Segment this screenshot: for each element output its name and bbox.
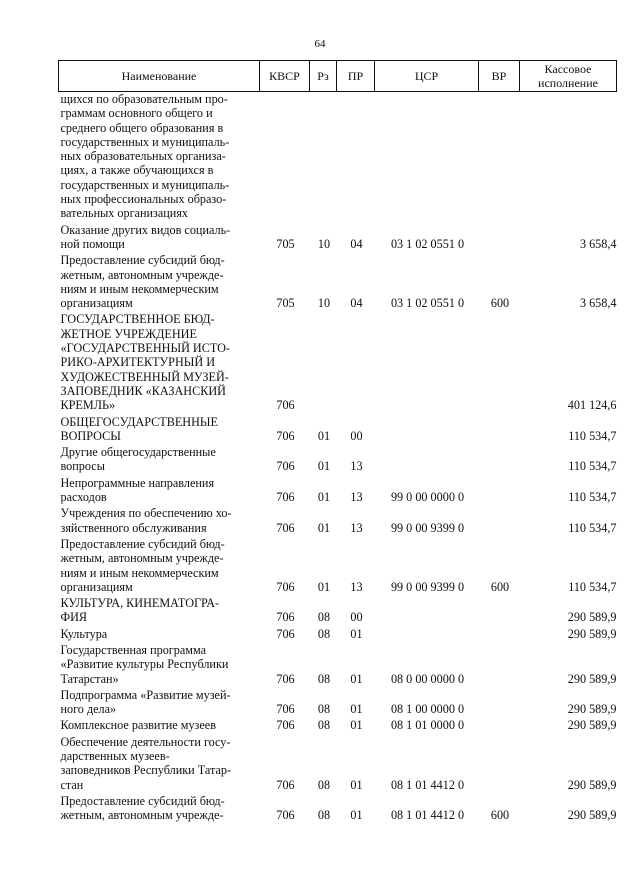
header-sum: Кассовое исполнение	[520, 61, 617, 92]
cell-name	[59, 792, 260, 823]
cell-pr	[337, 625, 375, 641]
table-row	[59, 221, 617, 252]
cell-rz	[310, 594, 337, 625]
cell-kvsr-text: 706	[276, 398, 295, 413]
cell-name-text: Другие общегосударственные вопросы	[60, 445, 216, 474]
cell-name-text: ОБЩЕГОСУДАРСТВЕННЫЕ ВОПРОСЫ	[60, 414, 218, 443]
cell-name	[59, 92, 260, 221]
cell-csr	[375, 625, 479, 641]
cell-rz-text: 01	[317, 459, 331, 474]
cell-vr	[479, 733, 520, 792]
cell-name	[59, 443, 260, 474]
cell-vr	[479, 251, 520, 310]
cell-csr-text: 03 1 02 0551 0	[390, 296, 465, 311]
cell-sum-text: 110 534,7	[568, 579, 617, 594]
cell-sum	[520, 221, 617, 252]
cell-sum-text: 3 658,4	[579, 236, 617, 251]
table-row	[59, 251, 617, 310]
cell-sum	[520, 792, 617, 823]
cell-pr	[337, 443, 375, 474]
cell-sum	[520, 92, 617, 221]
cell-sum	[520, 716, 617, 732]
cell-kvsr	[260, 504, 310, 535]
cell-vr	[479, 443, 520, 474]
cell-pr-text: 00	[350, 428, 363, 443]
table-row	[59, 310, 617, 412]
cell-rz	[310, 504, 337, 535]
cell-pr-text: 01	[350, 702, 363, 717]
cell-kvsr	[260, 716, 310, 732]
cell-csr-text: 08 1 01 4412 0	[390, 777, 465, 792]
cell-name-text: Комплексное развитие музеев	[60, 718, 216, 733]
cell-name-text: Подпрограмма «Развитие музей- ного дела»	[60, 687, 231, 717]
cell-sum-text: 290 589,9	[567, 671, 617, 686]
cell-vr	[479, 686, 520, 717]
cell-name-text: Непрограммные направления расходов	[60, 475, 215, 505]
table-row	[59, 413, 617, 444]
cell-sum	[520, 251, 617, 310]
cell-vr	[479, 625, 520, 641]
cell-csr	[375, 535, 479, 594]
cell-pr-text: 13	[350, 459, 363, 474]
table-row	[59, 792, 617, 823]
cell-kvsr-text: 706	[276, 718, 295, 733]
cell-vr-text: 600	[490, 296, 510, 311]
cell-sum	[520, 310, 617, 412]
cell-name-text: Государственная программа «Развитие культуры Республики Татарстан»	[60, 642, 229, 686]
cell-kvsr-text: 705	[276, 236, 295, 251]
cell-pr	[337, 251, 375, 310]
cell-kvsr	[260, 474, 310, 505]
cell-pr	[337, 686, 375, 717]
cell-name	[59, 535, 260, 594]
cell-name	[59, 413, 260, 444]
cell-name	[59, 594, 260, 625]
cell-kvsr	[260, 733, 310, 792]
cell-kvsr	[260, 251, 310, 310]
cell-rz-text: 08	[317, 626, 331, 641]
cell-vr-text: 600	[490, 579, 510, 594]
table-row	[59, 625, 617, 641]
cell-name	[59, 474, 260, 505]
cell-pr-text: 01	[350, 671, 363, 686]
cell-sum-text: 110 534,7	[568, 490, 617, 505]
cell-rz-text: 10	[317, 296, 331, 311]
cell-name	[59, 310, 260, 412]
cell-csr	[375, 641, 479, 686]
table-row	[59, 733, 617, 792]
table-row	[59, 474, 617, 505]
cell-kvsr-text: 706	[276, 777, 295, 792]
cell-sum-text: 290 589,9	[567, 718, 617, 733]
cell-rz-text: 01	[317, 520, 331, 535]
cell-kvsr	[260, 92, 310, 221]
cell-pr-text: 04	[350, 296, 363, 311]
table-row	[59, 443, 617, 474]
table-row	[59, 92, 617, 221]
table-row	[59, 504, 617, 535]
cell-sum	[520, 733, 617, 792]
cell-pr	[337, 310, 375, 412]
table-row	[59, 594, 617, 625]
cell-pr	[337, 792, 375, 823]
cell-sum-text: 110 534,7	[568, 459, 617, 474]
cell-sum-text: 290 589,9	[567, 777, 617, 792]
cell-kvsr	[260, 413, 310, 444]
budget-execution-table	[58, 60, 617, 823]
cell-sum	[520, 686, 617, 717]
cell-name	[59, 221, 260, 252]
cell-pr-text: 04	[350, 236, 363, 251]
cell-csr-text: 03 1 02 0551 0	[390, 236, 465, 251]
cell-sum-text: 110 534,7	[568, 428, 617, 443]
cell-kvsr	[260, 641, 310, 686]
cell-rz-text: 08	[317, 702, 331, 717]
cell-rz-text: 01	[317, 428, 331, 443]
table-row	[59, 716, 617, 732]
cell-rz-text: 08	[317, 808, 331, 823]
cell-csr	[375, 251, 479, 310]
cell-sum	[520, 443, 617, 474]
cell-csr-text: 99 0 00 0000 0	[390, 490, 465, 505]
table-row	[59, 641, 617, 686]
cell-name-text: Учреждения по обеспечению хо- зяйственного обслуживания	[60, 506, 232, 535]
cell-name-text: Предоставление субсидий бюд- жетным, автономным учрежде-	[60, 793, 225, 823]
cell-name	[59, 251, 260, 310]
cell-sum	[520, 594, 617, 625]
cell-csr	[375, 474, 479, 505]
cell-pr	[337, 716, 375, 732]
cell-pr-text: 01	[350, 718, 363, 733]
cell-pr	[337, 504, 375, 535]
cell-rz	[310, 443, 337, 474]
cell-vr	[479, 413, 520, 444]
cell-csr	[375, 310, 479, 412]
cell-pr-text: 13	[350, 579, 363, 594]
cell-rz	[310, 686, 337, 717]
cell-name-text: щихся по образовательным про- граммам основного общего и среднего общего образования в государственных и муниципаль- ных образовательных организа- циях, а также обучающихся в государственных и муниципаль- ных профессиональных образо- вательных организациях	[60, 92, 230, 221]
header-pr: ПР	[337, 61, 375, 92]
cell-csr-text: 99 0 00 9399 0	[390, 520, 465, 535]
cell-rz	[310, 413, 337, 444]
cell-rz	[310, 310, 337, 412]
cell-kvsr	[260, 310, 310, 412]
cell-name	[59, 641, 260, 686]
cell-csr-text: 08 1 01 4412 0	[390, 808, 465, 823]
cell-pr-text: 01	[350, 626, 363, 641]
cell-pr	[337, 92, 375, 221]
table-body	[59, 92, 617, 823]
cell-sum-text: 110 534,7	[568, 520, 617, 535]
cell-kvsr	[260, 792, 310, 823]
header-vr: ВР	[479, 61, 520, 92]
cell-name-text: КУЛЬТУРА, КИНЕМАТОГРА- ФИЯ	[60, 596, 220, 625]
cell-pr-text: 00	[350, 610, 363, 625]
cell-vr-text: 600	[490, 808, 510, 823]
cell-csr	[375, 792, 479, 823]
cell-kvsr	[260, 535, 310, 594]
cell-sum-text: 290 589,9	[567, 626, 617, 641]
cell-sum-text: 3 658,4	[579, 296, 617, 311]
cell-rz	[310, 251, 337, 310]
cell-name	[59, 625, 260, 641]
cell-pr-text: 01	[350, 777, 363, 792]
cell-kvsr-text: 706	[276, 610, 295, 625]
cell-vr	[479, 310, 520, 412]
page-number: 64	[314, 38, 326, 50]
cell-rz	[310, 474, 337, 505]
cell-name	[59, 504, 260, 535]
cell-name	[59, 733, 260, 792]
cell-kvsr-text: 705	[276, 296, 295, 311]
cell-rz	[310, 535, 337, 594]
cell-sum	[520, 504, 617, 535]
cell-pr	[337, 221, 375, 252]
cell-csr	[375, 594, 479, 625]
cell-csr	[375, 413, 479, 444]
header-name: Наименование	[59, 61, 260, 92]
cell-rz-text: 08	[317, 777, 331, 792]
cell-pr-text: 13	[350, 490, 363, 505]
cell-name-text: Культура	[60, 626, 108, 641]
cell-sum-text: 290 589,9	[567, 702, 617, 717]
cell-sum-text: 290 589,9	[567, 808, 617, 823]
cell-kvsr-text: 706	[276, 808, 295, 823]
cell-sum	[520, 474, 617, 505]
cell-rz	[310, 716, 337, 732]
cell-pr	[337, 413, 375, 444]
cell-kvsr-text: 706	[276, 459, 295, 474]
cell-rz-text: 01	[317, 579, 331, 594]
header-csr: ЦСР	[375, 61, 479, 92]
cell-csr	[375, 733, 479, 792]
cell-rz	[310, 792, 337, 823]
cell-rz	[310, 641, 337, 686]
cell-kvsr	[260, 443, 310, 474]
header-rz: Рз	[310, 61, 337, 92]
cell-sum	[520, 641, 617, 686]
cell-pr	[337, 641, 375, 686]
table-row	[59, 535, 617, 594]
cell-sum	[520, 625, 617, 641]
cell-name	[59, 716, 260, 732]
cell-rz	[310, 625, 337, 641]
cell-rz	[310, 733, 337, 792]
cell-rz-text: 08	[317, 671, 331, 686]
cell-csr-text: 08 1 01 0000 0	[390, 718, 465, 733]
cell-csr-text: 99 0 00 9399 0	[390, 579, 465, 594]
table-header-row	[59, 61, 617, 92]
cell-kvsr-text: 706	[276, 626, 295, 641]
cell-rz	[310, 221, 337, 252]
header-kvsr: КВСР	[260, 61, 310, 92]
cell-csr	[375, 504, 479, 535]
cell-csr	[375, 686, 479, 717]
cell-kvsr	[260, 221, 310, 252]
cell-vr	[479, 504, 520, 535]
cell-pr	[337, 733, 375, 792]
cell-vr	[479, 474, 520, 505]
cell-rz-text: 01	[317, 490, 331, 505]
cell-sum	[520, 535, 617, 594]
cell-pr	[337, 594, 375, 625]
cell-vr	[479, 221, 520, 252]
cell-pr-text: 13	[350, 520, 363, 535]
cell-kvsr	[260, 625, 310, 641]
cell-rz-text: 08	[317, 610, 331, 625]
cell-kvsr-text: 706	[276, 702, 295, 717]
cell-kvsr-text: 706	[276, 671, 295, 686]
cell-kvsr-text: 706	[276, 579, 295, 594]
cell-pr	[337, 535, 375, 594]
cell-rz-text: 10	[317, 236, 331, 251]
cell-kvsr	[260, 686, 310, 717]
cell-name-text: Предоставление субсидий бюд- жетным, автономным учрежде- ниям и иным некоммерческим организациям	[60, 253, 225, 311]
cell-sum-text: 290 589,9	[567, 610, 617, 625]
cell-vr	[479, 594, 520, 625]
cell-kvsr-text: 706	[276, 490, 295, 505]
cell-name-text: ГОСУДАРСТВЕННОЕ БЮД- ЖЕТНОЕ УЧРЕЖДЕНИЕ «ГОСУДАРСТВЕННЫЙ ИСТО- РИКО-АРХИТЕКТУРНЫЙ И ХУДОЖЕСТВЕННЫЙ МУЗЕЙ- ЗАПОВЕДНИК «КАЗАНСКИЙ КРЕМЛЬ»	[60, 312, 230, 413]
cell-csr-text: 08 0 00 0000 0	[390, 671, 465, 686]
cell-csr	[375, 443, 479, 474]
table-row	[59, 686, 617, 717]
cell-csr	[375, 716, 479, 732]
cell-name-text: Предоставление субсидий бюд- жетным, автономным учрежде- ниям и иным некоммерческим организациям	[60, 536, 225, 594]
cell-vr	[479, 92, 520, 221]
cell-sum	[520, 413, 617, 444]
cell-sum-text: 401 124,6	[567, 398, 617, 413]
cell-rz	[310, 92, 337, 221]
cell-kvsr-text: 706	[276, 520, 295, 535]
cell-csr	[375, 221, 479, 252]
cell-pr-text: 01	[350, 808, 363, 823]
cell-pr	[337, 474, 375, 505]
cell-vr	[479, 716, 520, 732]
cell-vr	[479, 641, 520, 686]
cell-csr-text: 08 1 00 0000 0	[390, 702, 465, 717]
cell-rz-text: 08	[317, 718, 331, 733]
cell-kvsr	[260, 594, 310, 625]
cell-name-text: Оказание других видов социаль- ной помощи	[60, 222, 231, 251]
cell-vr	[479, 535, 520, 594]
cell-csr	[375, 92, 479, 221]
cell-name-text: Обеспечение деятельности госу- дарственных музеев- заповедников Республики Татар- стан	[60, 734, 232, 792]
cell-kvsr-text: 706	[276, 428, 295, 443]
cell-name	[59, 686, 260, 717]
cell-vr	[479, 792, 520, 823]
